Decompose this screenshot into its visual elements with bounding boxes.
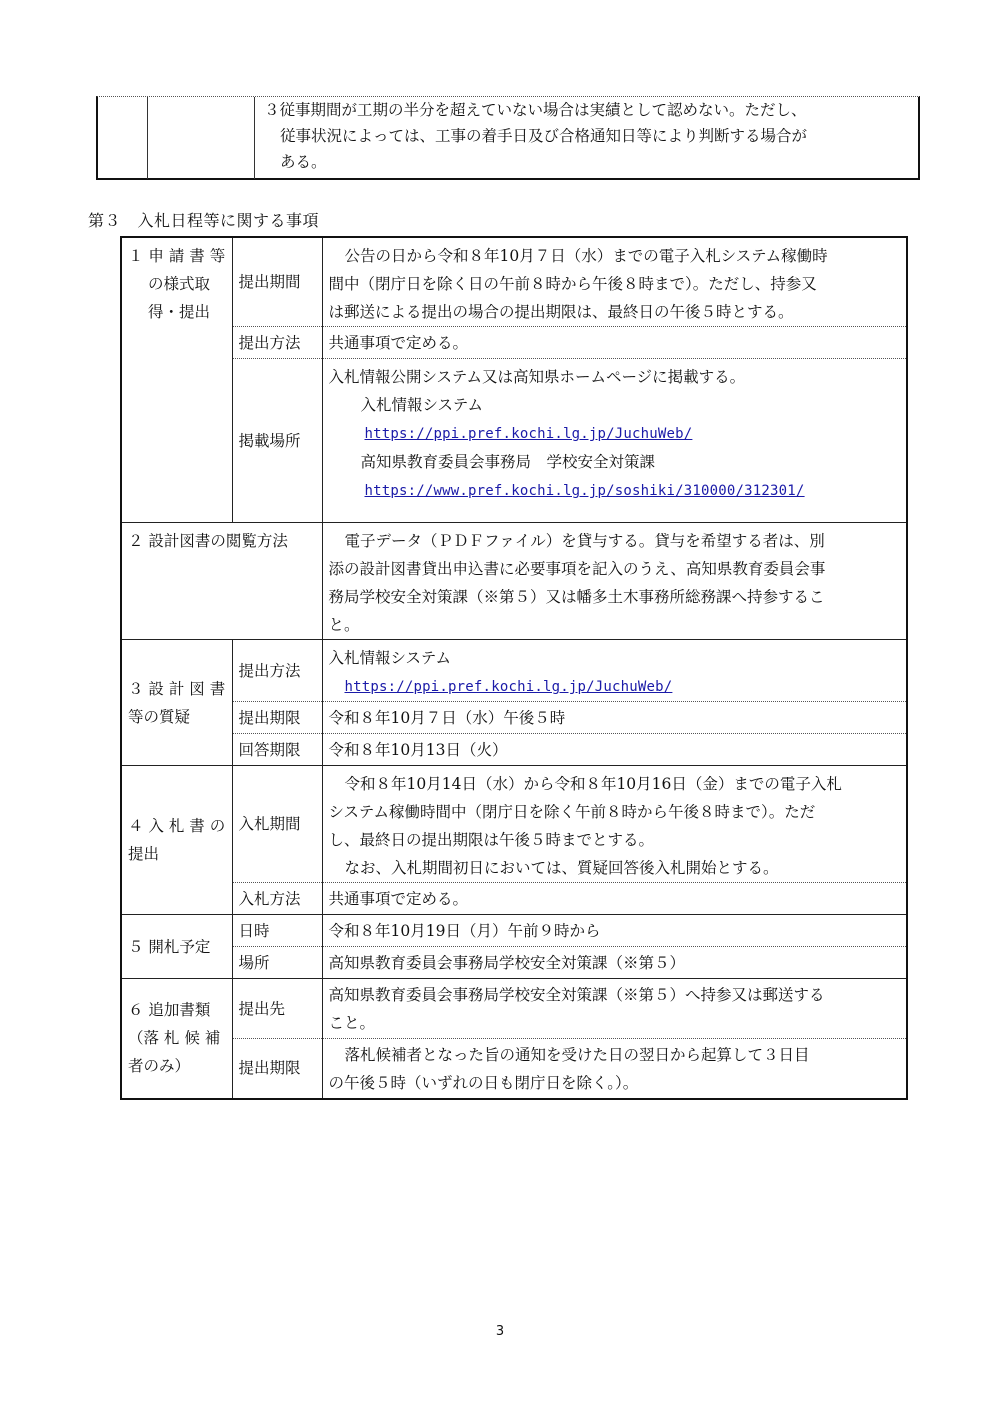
sub-label-q-answer: [232, 734, 322, 766]
sub-label-text: 提出方法: [238, 661, 301, 680]
label-line: （落 札 候 補: [128, 1029, 221, 1048]
sub-label-destination: [232, 979, 322, 1039]
value-design-docs: [322, 523, 907, 640]
value-q-answer: [322, 734, 907, 766]
value-line: 落札候補者となった旨の通知を受けた日の翌日から起算して３日目: [344, 1046, 810, 1064]
prefecture-page-link[interactable]: https://www.pref.kochi.lg.jp/soshiki/310000/312301/: [364, 483, 805, 499]
value-line: 入札情報システム: [328, 649, 451, 667]
row-label-questions: [121, 640, 232, 766]
table-row: [121, 237, 907, 327]
table-row: [121, 947, 907, 979]
table-row: [121, 766, 907, 883]
value-opening-date: [322, 915, 907, 947]
value-line: 令和８年10月19日（月）午前９時から: [328, 921, 601, 940]
value-line: 務局学校安全対策課（※第５）又は幡多土木事務所総務課へ持参するこ: [328, 588, 825, 606]
value-line: なお、入札期間初日においては、質疑回答後入札開始とする。: [344, 859, 779, 877]
label-line: ２ 設計図書の閲覧方法: [128, 532, 288, 550]
value-line: システム稼働時間中（閉庁日を除く午前８時から午後８時まで）。ただ: [328, 803, 816, 821]
value-q-method: [322, 640, 907, 702]
value-line: 令和８年10月13日（火）: [328, 740, 508, 759]
value-place: [322, 359, 907, 523]
value-q-deadline: [322, 702, 907, 734]
sub-label-text: 提出期間: [238, 273, 301, 291]
value-add-deadline: [322, 1039, 907, 1099]
top-col-divider-2: [254, 97, 255, 179]
table-row: [121, 640, 907, 702]
sub-label-method: [232, 327, 322, 359]
value-line: の午後５時（いずれの日も閉庁日を除く。）。: [328, 1074, 639, 1092]
sub-label-opening-place: [232, 947, 322, 979]
value-line: 共通事項で定める。: [328, 889, 469, 908]
label-line: ４ 入 札 書 の: [128, 817, 226, 835]
row-label-bid-submission: [121, 766, 232, 915]
top-note-text: [264, 97, 914, 175]
section-heading: 第３ 入札日程等に関する事項: [88, 211, 320, 230]
value-line: 高知県教育委員会事務局 学校安全対策課: [360, 453, 656, 471]
page-number: 3: [495, 1324, 505, 1339]
value-line: 入札情報公開システム又は高知県ホームページに掲載する。: [328, 368, 746, 386]
schedule-table: [120, 236, 908, 1100]
sub-label-text: 提出期限: [238, 708, 301, 727]
sub-label-text: 入札期間: [238, 815, 301, 833]
value-line: 令和８年10月14日（水）から令和８年10月16日（金）までの電子入札: [344, 775, 842, 793]
value-bid-method: [322, 883, 907, 915]
ppi-system-link-questions[interactable]: https://ppi.pref.kochi.lg.jp/JuchuWeb/: [344, 679, 673, 695]
label-line: ５ 開札予定: [128, 937, 211, 956]
ppi-system-link[interactable]: https://ppi.pref.kochi.lg.jp/JuchuWeb/: [364, 426, 693, 442]
table-row: [121, 979, 907, 1039]
label-line: 得・提出: [148, 303, 211, 321]
top-note-line: ある。: [280, 153, 327, 171]
value-line: 公告の日から令和８年10月７日（水）までの電子入札システム稼働時: [344, 247, 828, 265]
table-row: [121, 702, 907, 734]
value-line: は郵送による提出の場合の提出期限は、最終日の午後５時とする。: [328, 303, 794, 321]
top-note-line: ３従事期間が工期の半分を超えていない場合は実績として認めない。ただし、: [264, 101, 807, 119]
sub-label-text: 提出期限: [238, 1059, 301, 1078]
value-method: [322, 327, 907, 359]
sub-label-text: 提出先: [238, 999, 286, 1018]
value-line: 高知県教育委員会事務局学校安全対策課（※第５）: [328, 953, 686, 972]
sub-label-opening-date: [232, 915, 322, 947]
value-line: 令和８年10月７日（水）午後５時: [328, 708, 566, 727]
sub-label-bid-period: [232, 766, 322, 883]
value-destination: [322, 979, 907, 1039]
label-line: 等の質疑: [128, 707, 191, 726]
sub-label-text: 日時: [238, 921, 270, 940]
value-line: 添の設計図書貸出申込書に必要事項を記入のうえ、高知県教育委員会事: [328, 560, 826, 578]
table-row: [121, 734, 907, 766]
top-col-divider-1: [147, 97, 148, 179]
value-bid-period: [322, 766, 907, 883]
value-line: 共通事項で定める。: [328, 333, 469, 352]
sub-label-q-method: [232, 640, 322, 702]
table-row: [121, 1039, 907, 1099]
top-continuation-table: [96, 96, 920, 180]
value-line: こと。: [328, 1014, 376, 1032]
row-label-application: [121, 237, 232, 523]
value-line: 入札情報システム: [360, 396, 483, 414]
label-line: の様式取: [148, 275, 211, 293]
row-label-additional-docs: [121, 979, 232, 1099]
label-line: ６ 追加書類: [128, 1001, 211, 1020]
sub-label-text: 掲載場所: [238, 431, 301, 450]
label-line: １ 申 請 書 等: [128, 247, 226, 265]
value-opening-place: [322, 947, 907, 979]
sub-label-add-deadline: [232, 1039, 322, 1099]
table-row: [121, 327, 907, 359]
label-line: 提出: [128, 845, 160, 863]
value-line: 間中（閉庁日を除く日の午前８時から午後８時まで）。ただし、持参又: [328, 275, 817, 293]
sub-label-q-deadline: [232, 702, 322, 734]
table-row: [121, 915, 907, 947]
value-line: 高知県教育委員会事務局学校安全対策課（※第５）へ持参又は郵送する: [328, 986, 825, 1004]
sub-label-text: 入札方法: [238, 889, 301, 908]
table-row: [121, 523, 907, 640]
sub-label-text: 場所: [238, 953, 270, 972]
top-note-line: 従事状況によっては、工事の着手日及び合格通知日等により判断する場合が: [280, 127, 808, 145]
sub-label-text: 回答期限: [238, 740, 301, 759]
label-line: 者のみ）: [128, 1057, 191, 1076]
table-row: [121, 883, 907, 915]
value-period: [322, 237, 907, 327]
row-label-design-docs: [121, 523, 322, 640]
sub-label-text: 提出方法: [238, 333, 301, 352]
row-label-opening: [121, 915, 232, 979]
sub-label-period: [232, 237, 322, 327]
value-line: し、最終日の提出期限は午後５時までとする。: [328, 831, 655, 849]
label-line: ３ 設 計 図 書: [128, 679, 226, 698]
value-line: と。: [328, 616, 360, 634]
value-line: 電子データ（ＰＤＦファイル）を貸与する。貸与を希望する者は、別: [344, 532, 825, 550]
sub-label-bid-method: [232, 883, 322, 915]
sub-label-place: [232, 359, 322, 523]
table-row: [121, 359, 907, 523]
